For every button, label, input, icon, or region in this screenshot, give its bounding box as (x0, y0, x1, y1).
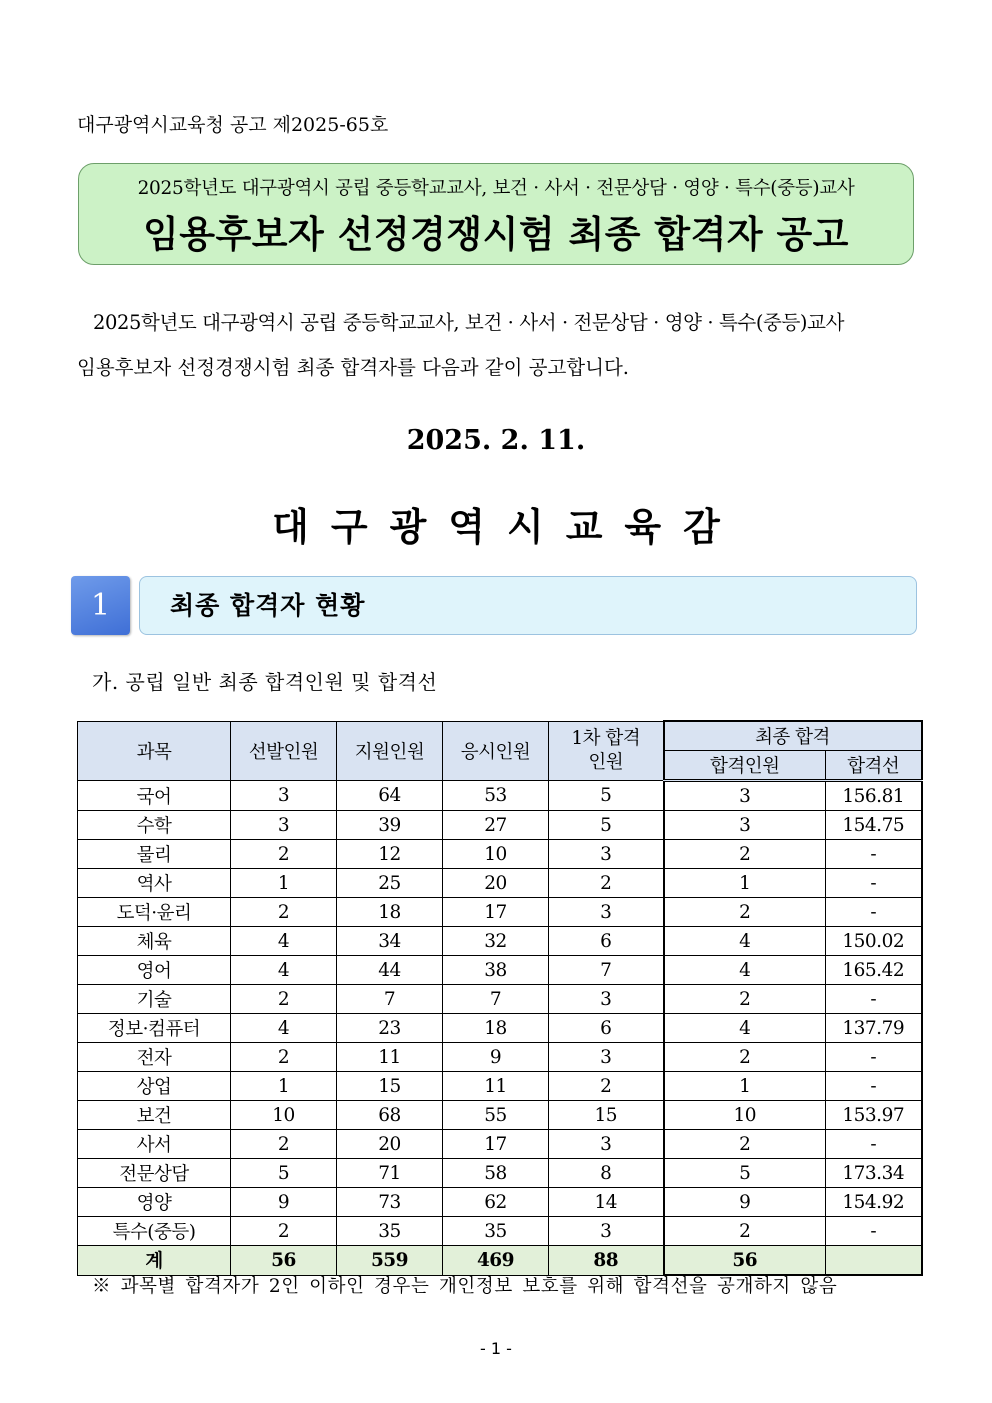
table-row (78, 956, 922, 985)
cell-cutoff: - (826, 1043, 922, 1072)
cell-examinees: 469 (443, 1246, 549, 1276)
cell-subject: 기술 (78, 985, 231, 1014)
cell-subject: 사서 (78, 1130, 231, 1159)
title-subtitle: 2025학년도 대구광역시 공립 중등학교교사, 보건 · 사서 · 전문상담 · 영양 · 특수(중등)교사 (137, 178, 855, 199)
cell-subject: 수학 (78, 811, 231, 840)
table-row (78, 1101, 922, 1130)
cell-final-count: 2 (664, 1217, 826, 1246)
cell-first-pass: 5 (549, 811, 664, 840)
cell-first-pass: 3 (549, 1217, 664, 1246)
cell-selected: 3 (231, 781, 337, 811)
cell-final-count: 5 (664, 1159, 826, 1188)
cell-cutoff: - (826, 1130, 922, 1159)
cell-selected: 56 (231, 1246, 337, 1276)
header-cutoff: 합격선 (826, 751, 922, 781)
cell-subject: 특수(중등) (78, 1217, 231, 1246)
cell-applicants: 23 (337, 1014, 443, 1043)
section-title: 최종 합격자 현황 (139, 576, 917, 635)
header-examinees: 응시인원 (443, 721, 549, 781)
cell-applicants: 71 (337, 1159, 443, 1188)
cell-final-count: 9 (664, 1188, 826, 1217)
cell-applicants: 34 (337, 927, 443, 956)
cell-cutoff: - (826, 898, 922, 927)
cell-final-count: 2 (664, 840, 826, 869)
cell-subject: 전자 (78, 1043, 231, 1072)
cell-selected: 10 (231, 1101, 337, 1130)
cell-cutoff: 165.42 (826, 956, 922, 985)
cell-examinees: 38 (443, 956, 549, 985)
cell-applicants: 44 (337, 956, 443, 985)
table-row (78, 781, 922, 811)
subheading: 가. 공립 일반 최종 합격인원 및 합격선 (92, 670, 438, 694)
cell-final-count: 3 (664, 811, 826, 840)
cell-selected: 1 (231, 869, 337, 898)
page-number: - 1 - (480, 1339, 512, 1358)
cell-subject: 체육 (78, 927, 231, 956)
table-row (78, 1217, 922, 1246)
cell-applicants: 7 (337, 985, 443, 1014)
table-row (78, 869, 922, 898)
cell-selected: 3 (231, 811, 337, 840)
header-final-count: 합격인원 (664, 751, 826, 781)
table-row (78, 840, 922, 869)
intro-line-2: 임용후보자 선정경쟁시험 최종 합격자를 다음과 같이 공고합니다. (77, 356, 629, 379)
cell-first-pass: 15 (549, 1101, 664, 1130)
cell-selected: 4 (231, 927, 337, 956)
cell-cutoff: 137.79 (826, 1014, 922, 1043)
cell-applicants: 20 (337, 1130, 443, 1159)
cell-subject: 물리 (78, 840, 231, 869)
cell-selected: 2 (231, 985, 337, 1014)
header-first-pass (549, 721, 664, 781)
cell-cutoff: - (826, 840, 922, 869)
cell-cutoff: - (826, 985, 922, 1014)
cell-applicants: 11 (337, 1043, 443, 1072)
table-row (78, 1130, 922, 1159)
intro-line-1: 2025학년도 대구광역시 공립 중등학교교사, 보건 · 사서 · 전문상담 · 영양 · 특수(중등)교사 (93, 311, 845, 334)
cell-final-count: 10 (664, 1101, 826, 1130)
cell-final-count: 3 (664, 781, 826, 811)
cell-examinees: 58 (443, 1159, 549, 1188)
announcement-date: 2025. 2. 11. (406, 425, 586, 456)
cell-examinees: 62 (443, 1188, 549, 1217)
table-row (78, 898, 922, 927)
cell-cutoff: - (826, 869, 922, 898)
cell-applicants: 25 (337, 869, 443, 898)
cell-applicants: 64 (337, 781, 443, 811)
cell-examinees: 35 (443, 1217, 549, 1246)
cell-subject: 전문상담 (78, 1159, 231, 1188)
cell-final-count: 4 (664, 956, 826, 985)
header-final-group: 최종 합격 (664, 721, 922, 751)
intro-paragraph (77, 300, 927, 390)
header-applicants: 지원인원 (337, 721, 443, 781)
cell-examinees: 11 (443, 1072, 549, 1101)
cell-examinees: 17 (443, 898, 549, 927)
cell-first-pass: 7 (549, 956, 664, 985)
cell-examinees: 27 (443, 811, 549, 840)
cell-examinees: 7 (443, 985, 549, 1014)
header-selected: 선발인원 (231, 721, 337, 781)
cell-examinees: 20 (443, 869, 549, 898)
cell-applicants: 68 (337, 1101, 443, 1130)
table-row (78, 927, 922, 956)
cell-final-count: 2 (664, 1130, 826, 1159)
cell-applicants: 39 (337, 811, 443, 840)
cell-examinees: 10 (443, 840, 549, 869)
cell-examinees: 9 (443, 1043, 549, 1072)
header-subject: 과목 (78, 721, 231, 781)
table-total-row (78, 1246, 922, 1276)
cell-first-pass: 3 (549, 1043, 664, 1072)
cell-applicants: 73 (337, 1188, 443, 1217)
cell-examinees: 17 (443, 1130, 549, 1159)
cell-selected: 4 (231, 1014, 337, 1043)
cell-cutoff: 153.97 (826, 1101, 922, 1130)
title-main: 임용후보자 선정경쟁시험 최종 합격자 공고 (143, 213, 849, 256)
table-body (78, 781, 922, 1276)
cell-subject: 영양 (78, 1188, 231, 1217)
cell-first-pass: 2 (549, 869, 664, 898)
cell-applicants: 12 (337, 840, 443, 869)
cell-cutoff (826, 1246, 922, 1276)
cell-final-count: 2 (664, 898, 826, 927)
cell-applicants: 35 (337, 1217, 443, 1246)
table-row (78, 1072, 922, 1101)
cell-first-pass: 3 (549, 985, 664, 1014)
cell-selected: 2 (231, 1217, 337, 1246)
cell-first-pass: 6 (549, 1014, 664, 1043)
cell-final-count: 2 (664, 985, 826, 1014)
table-row (78, 1159, 922, 1188)
cell-selected: 9 (231, 1188, 337, 1217)
cell-first-pass: 14 (549, 1188, 664, 1217)
cell-first-pass: 5 (549, 781, 664, 811)
table-row (78, 1188, 922, 1217)
cell-subject: 국어 (78, 781, 231, 811)
cell-cutoff: 173.34 (826, 1159, 922, 1188)
results-table (77, 720, 923, 1276)
cell-subject: 도덕·윤리 (78, 898, 231, 927)
cell-subject: 상업 (78, 1072, 231, 1101)
cell-cutoff: 154.92 (826, 1188, 922, 1217)
title-box (78, 163, 914, 265)
cell-first-pass: 8 (549, 1159, 664, 1188)
notice-number: 대구광역시교육청 공고 제2025-65호 (77, 114, 389, 136)
cell-first-pass: 3 (549, 1130, 664, 1159)
cell-subject: 보건 (78, 1101, 231, 1130)
cell-applicants: 559 (337, 1246, 443, 1276)
cell-examinees: 53 (443, 781, 549, 811)
cell-final-count: 56 (664, 1246, 826, 1276)
cell-final-count: 1 (664, 1072, 826, 1101)
cell-selected: 2 (231, 898, 337, 927)
cell-cutoff: 150.02 (826, 927, 922, 956)
cell-selected: 4 (231, 956, 337, 985)
cell-subject: 계 (78, 1246, 231, 1276)
cell-cutoff: 154.75 (826, 811, 922, 840)
cell-subject: 영어 (78, 956, 231, 985)
cell-applicants: 15 (337, 1072, 443, 1101)
section-number-badge: 1 (71, 576, 130, 635)
cell-final-count: 2 (664, 1043, 826, 1072)
table-row (78, 811, 922, 840)
cell-subject: 역사 (78, 869, 231, 898)
cell-cutoff: - (826, 1072, 922, 1101)
cell-first-pass: 3 (549, 898, 664, 927)
table-row (78, 1014, 922, 1043)
table-row (78, 985, 922, 1014)
cell-examinees: 18 (443, 1014, 549, 1043)
cell-subject: 정보·컴퓨터 (78, 1014, 231, 1043)
cell-selected: 1 (231, 1072, 337, 1101)
cell-cutoff: - (826, 1217, 922, 1246)
cell-first-pass: 88 (549, 1246, 664, 1276)
cell-examinees: 32 (443, 927, 549, 956)
cell-final-count: 1 (664, 869, 826, 898)
cell-selected: 2 (231, 1043, 337, 1072)
cell-first-pass: 6 (549, 927, 664, 956)
cell-selected: 2 (231, 1130, 337, 1159)
cell-cutoff: 156.81 (826, 781, 922, 811)
cell-applicants: 18 (337, 898, 443, 927)
cell-first-pass: 2 (549, 1072, 664, 1101)
cell-final-count: 4 (664, 927, 826, 956)
cell-examinees: 55 (443, 1101, 549, 1130)
table-row (78, 1043, 922, 1072)
issuer-name: 대구광역시교육감 (272, 505, 742, 549)
cell-first-pass: 3 (549, 840, 664, 869)
footnote: ※ 과목별 합격자가 2인 이하인 경우는 개인정보 보호를 위해 합격선을 공개하지 않음 (92, 1276, 838, 1297)
cell-selected: 2 (231, 840, 337, 869)
cell-final-count: 4 (664, 1014, 826, 1043)
header-first-pass-label: 1차 합격 인원 (571, 727, 641, 773)
cell-selected: 5 (231, 1159, 337, 1188)
